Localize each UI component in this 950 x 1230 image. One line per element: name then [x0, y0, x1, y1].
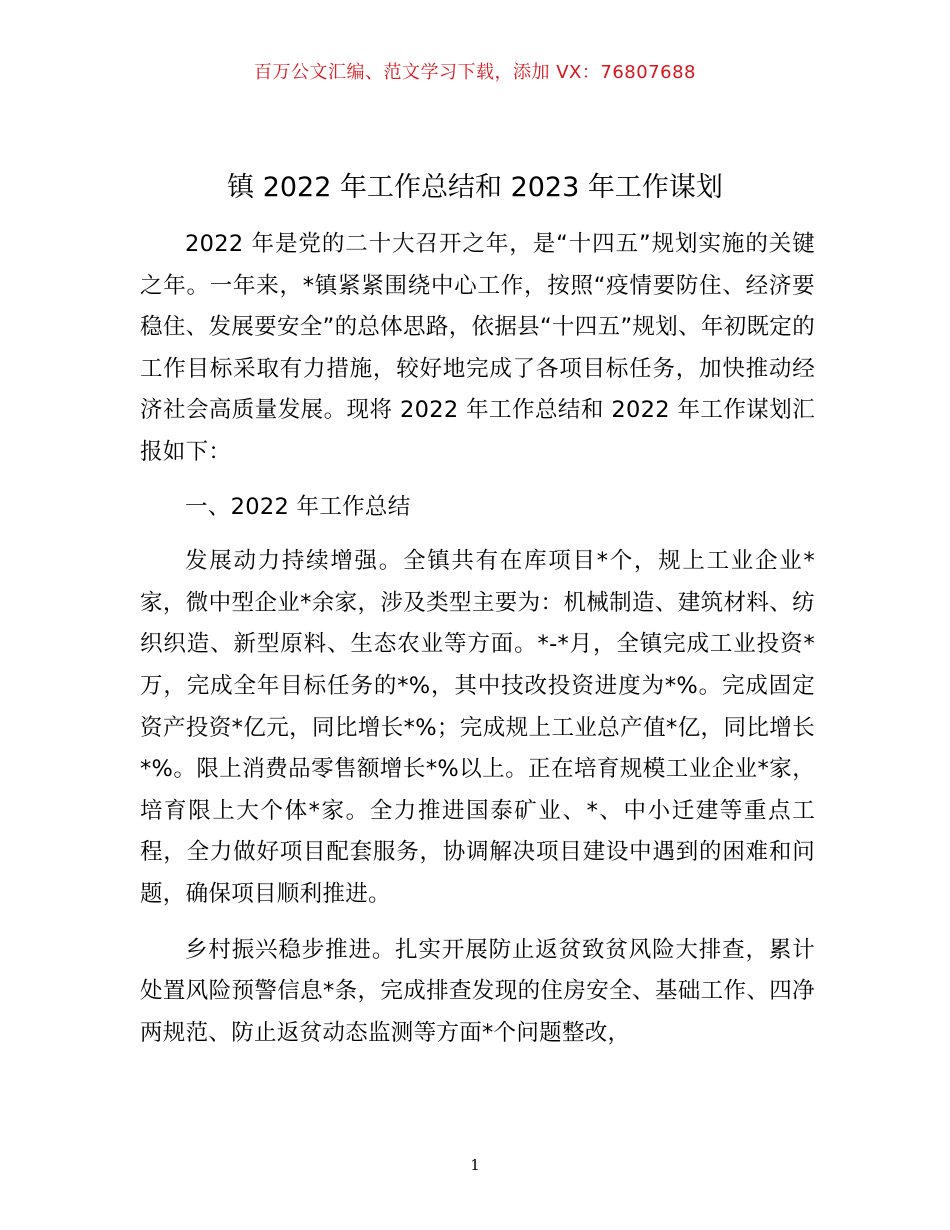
intro-paragraph: 2022 年是党的二十大召开之年，是“十四五”规划实施的关键之年。一年来，*镇紧紧围绕中心工作，按照“疫情要防住、经济要稳住、发展要安全”的总体思路，依据县“十四五”规划、年初既定的工作目标采取有力措施，较好地完成了各项目标任务，加快推动经济社会高质量发展。现将 2022 年工作总结和 2022 年工作谋划汇报如下：	[140, 231, 815, 465]
document-body	[140, 224, 815, 1054]
document-title: 镇 2022 年工作总结和 2023 年工作谋划	[227, 172, 723, 203]
section-heading: 一、2022 年工作总结	[185, 493, 411, 520]
page-number: 1	[470, 1156, 480, 1174]
body-paragraph-rural: 乡村振兴稳步推进。扎实开展防止返贫致贫风险大排查，累计处置风险预警信息*条，完成排查发现的住房安全、基础工作、四净两规范、防止返贫动态监测等方面*个问题整改，	[140, 936, 815, 1046]
body-paragraph-development: 发展动力持续增强。全镇共有在库项目*个，规上工业企业*家，微中型企业*余家，涉及类型主要为：机械制造、建筑材料、纺织织造、新型原料、生态农业等方面。*-*月，全镇完成工业投资*万，完成全年目标任务的*%，其中技改投资进度为*%。完成固定资产投资*亿元，同比增长*%；完成规上工业总产值*亿，同比增长*%。限上消费品零售额增长*%以上。正在培育规模工业企业*家，培育限上大个体*家。全力推进国泰矿业、*、中小迁建等重点工程，全力做好项目配套服务，协调解决项目建设中遇到的困难和问题，确保项目顺利推进。	[140, 548, 815, 907]
watermark-banner: 百万公文汇编、范文学习下载，添加 VX：76807688	[254, 62, 696, 83]
